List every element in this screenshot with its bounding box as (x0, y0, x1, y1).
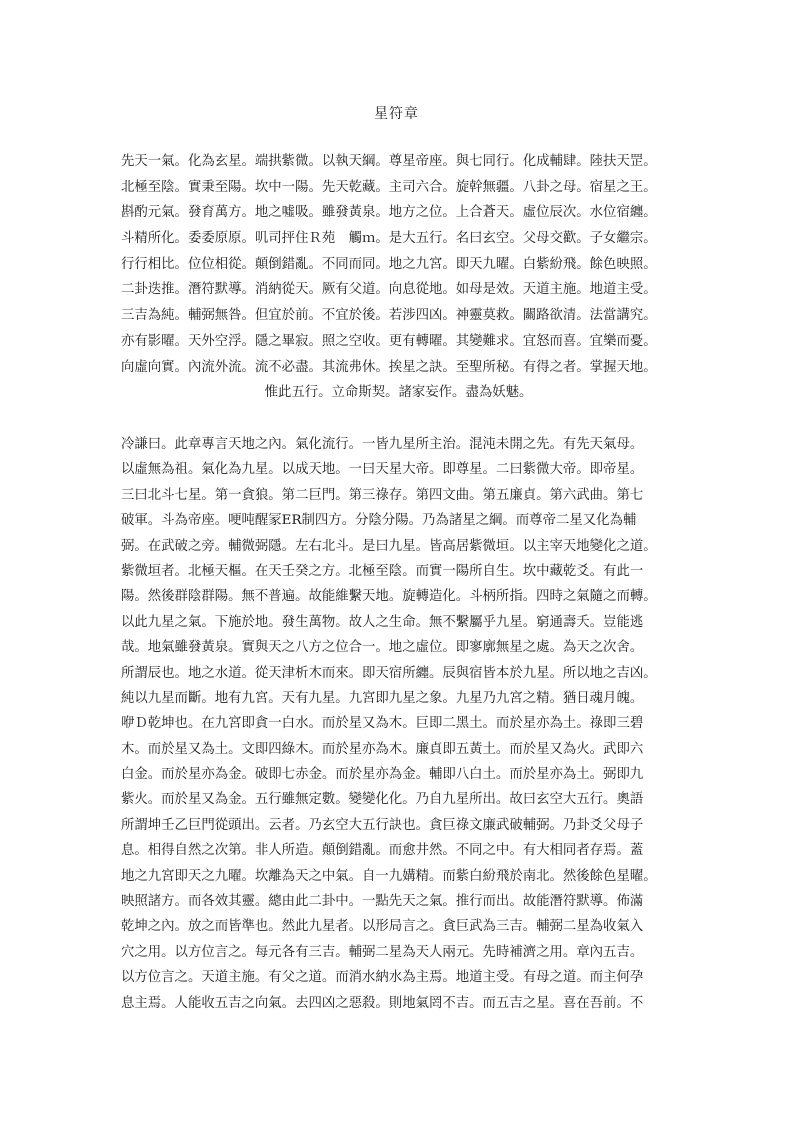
verse-block (121, 149, 676, 406)
commentary-line: 以虛無為祖。氣化為九星。以成天地。一曰天星大帝。即尊星。二曰紫微大帝。即帝星。 (121, 462, 644, 478)
commentary-line: 以方位言之。天道主施。有父之道。而消水納水為主焉。地道主受。有母之道。而主何孕 (121, 970, 644, 986)
commentary-line: 息。相得自然之次第。非人所造。顛倒錯亂。而愈井然。不同之中。有大相同者存焉。蓋 (121, 843, 644, 859)
verse-line: 北極至陰。實秉至陽。坎中一陽。先天乾藏。主司六合。旋幹無疆。八卦之母。宿星之王。 (121, 179, 657, 195)
verse-closing-line: 惟此五行。立命斯契。諸家妄作。盡為妖魅。 (264, 385, 533, 401)
commentary-line: 所謂坤壬乙巨門從頭出。云者。乃玄空大五行訣也。貪巨祿文廉武破輔弼。乃卦爻父母子 (121, 817, 644, 833)
commentary-line: 穴之用。以方位言之。每元各有三吉。輔弼二星為天人兩元。先時補濟之用。章內五吉。 (121, 944, 644, 960)
commentary-line: 哉。地氣雖發黃泉。實與天之八方之位合一。地之虛位。即寥廓無星之處。為天之次舍。 (121, 640, 644, 656)
verse-line: 先天一氣。化為玄星。端拱紫微。以執天綱。尊星帝座。與七同行。化成輔肆。陸扶天罡。 (121, 154, 657, 169)
commentary-line: 息主焉。人能收五吉之向氣。去四凶之惡殺。則地氣罔不吉。而五吉之星。喜在吾前。不 (121, 995, 644, 1011)
commentary-line: 冷謙曰。此章專言天地之內。氣化流行。一皆九星所主治。混沌未開之先。有先天氣母。 (121, 437, 644, 452)
commentary-line: 白金。而於星亦為金。破即七赤金。而於星亦為金。輔即八白土。而於星亦為土。弼即九 (121, 767, 644, 783)
commentary-line: 地之九宮即天之九曜。坎離為天之中氣。自一九媾精。而紫白紛飛於南北。然後餘色星曜。 (121, 868, 657, 884)
commentary-line: 木。而於星又為土。文即四綠木。而於星亦為木。廉貞即五黃土。而於星又為火。武即六 (121, 741, 644, 757)
verse-line: 斟酌元氣。發育萬方。地之噓吸。雖發黃泉。地方之位。上合蒼天。虛位辰次。水位宿纏。 (121, 205, 657, 221)
commentary-line: 所謂辰也。地之水道。從天津析木而來。即天宿所纏。辰與宿皆本於九星。所以地之吉凶。 (121, 665, 657, 681)
verse-line: 二卦迭推。潛符默導。消納從天。厥有父道。向息從地。如母是效。天道主施。地道主受。 (121, 282, 657, 298)
commentary-line: 乾坤之內。放之而皆準也。然此九星者。以形局言之。貪巨武為三吉。輔弼二星為收氣入 (121, 919, 644, 935)
commentary-line: 以此九星之氣。下施於地。發生萬物。故人之生命。無不繫屬乎九星。窮通壽夭。豈能逃 (121, 614, 644, 630)
chapter-title: 星符章 (374, 106, 419, 122)
commentary-block (121, 432, 657, 1016)
commentary-line: 陽。然後群陰群陽。無不普遍。故能維繫天地。旋轉造化。斗柄所指。四時之氣隨之而轉。 (121, 589, 657, 605)
commentary-line: 破軍。斗為帝座。哽吨醒冡ER制四方。分陰分陽。乃為諸星之綱。而尊帝二星又化為輔 (121, 513, 637, 529)
commentary-line: 三曰北斗七星。第一貪狼。第二巨門。第三祿存。第四文曲。第五廉貞。第六武曲。第七 (121, 487, 644, 503)
verse-line: 亦有影曜。天外空浮。隱之畢寂。照之空收。更有轉曜。其變難求。宜怒而喜。宜樂而憂。 (121, 333, 657, 349)
commentary-line: 紫火。而於星又為金。五行雖無定數。變變化化。乃自九星所出。故曰玄空大五行。奧語 (121, 792, 644, 808)
commentary-line: 咿Ｄ乾坤也。在九宮即貪一白水。而於星又為木。巨即二黑土。而於星亦為土。祿即三碧 (121, 716, 644, 732)
verse-line: 三吉為純。輔弼無咎。但宜於前。不宜於後。若涉四凶。神靈莫救。關路欲清。法當講究。 (121, 308, 657, 324)
commentary-line: 紫微垣者。北極天樞。在天壬癸之方。北極至陰。而實一陽所自生。坎中藏乾爻。有此一 (121, 563, 644, 579)
commentary-line: 映照諸方。而各效其靈。總由此二卦中。一點先天之氣。推行而出。故能潛符默導。佈滿 (121, 894, 644, 910)
commentary-line: 純以九星而斷。地有九宮。天有九星。九宮即九星之象。九星乃九宮之精。猶日魂月魄。 (121, 690, 644, 706)
verse-line: 行行相比。位位相從。顛倒錯亂。不同而同。地之九宮。即天九曜。白紫紛飛。餘色映照。 (121, 256, 657, 272)
verse-line: 斗精所化。委委原原。叽司抨住Ｒ苑 觸ｍ。是大五行。名曰玄空。父母交歡。子女繼宗。 (121, 231, 657, 247)
verse-line: 向虛向實。內流外流。流不必盡。其流弗休。挨星之訣。至聖所秘。有得之者。掌握天地。 (121, 359, 657, 375)
commentary-line: 弼。在武破之旁。輔微弼隱。左右北斗。是曰九星。皆高居紫微垣。以主宰天地變化之道。 (121, 538, 657, 554)
